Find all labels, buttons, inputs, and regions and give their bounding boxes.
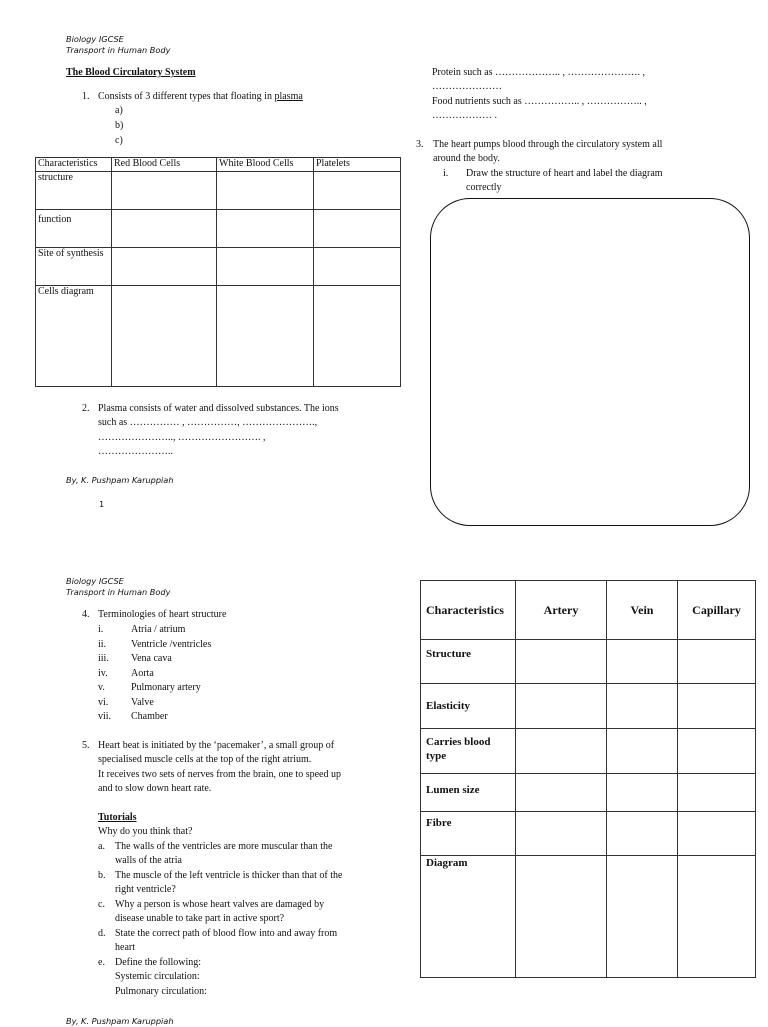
header-topic: Transport in Human Body bbox=[66, 587, 171, 597]
table-row bbox=[421, 684, 756, 729]
answer-cell[interactable] bbox=[607, 812, 678, 856]
row-label: structure bbox=[36, 172, 112, 210]
answer-cell[interactable] bbox=[678, 684, 756, 729]
question-2-line: ………………….., ……………………. , bbox=[98, 432, 266, 443]
question-3-number: 3. bbox=[416, 139, 424, 150]
table-row bbox=[421, 856, 756, 978]
answer-cell[interactable] bbox=[314, 286, 401, 387]
tutorial-number: d. bbox=[98, 928, 106, 939]
question-1-text: Consists of 3 different types that floating in bbox=[98, 91, 275, 102]
tutorials-list bbox=[98, 840, 398, 1000]
row-label: Structure bbox=[421, 640, 516, 684]
answer-cell[interactable] bbox=[678, 812, 756, 856]
terminology-number: ii. bbox=[98, 638, 107, 650]
tutorial-line: Systemic circulation: bbox=[115, 971, 200, 982]
answer-cell[interactable] bbox=[607, 640, 678, 684]
tutorial-line: State the correct path of blood flow into and away from bbox=[115, 928, 338, 939]
answer-cell[interactable] bbox=[516, 774, 607, 812]
table-header-cell: Characteristics bbox=[421, 581, 516, 640]
terminology-number: iv. bbox=[98, 667, 108, 679]
header-topic: Transport in Human Body bbox=[66, 45, 171, 55]
question-4-number: 4. bbox=[82, 609, 90, 620]
food-nutrients-line: Food nutrients such as …………….. , …………….. , bbox=[432, 96, 647, 107]
tutorial-line: Define the following: bbox=[115, 957, 202, 968]
question-3-sub-line: Draw the structure of heart and label the diagram bbox=[466, 168, 663, 179]
table-header-cell: White Blood Cells bbox=[217, 158, 314, 172]
tutorials-heading: Tutorials bbox=[98, 812, 137, 823]
question-2-number: 2. bbox=[82, 403, 90, 414]
header-subject: Biology IGCSE bbox=[66, 34, 124, 44]
protein-line: Protein such as ……………….. , …………………. , bbox=[432, 67, 646, 78]
question-5-line: and to slow down heart rate. bbox=[98, 783, 212, 794]
tutorial-line: Why a person is whose heart valves are damaged by bbox=[115, 899, 325, 910]
question-1-keyword: plasma bbox=[274, 91, 303, 102]
terminology-number: vi. bbox=[98, 696, 109, 708]
tutorial-line: Pulmonary circulation: bbox=[115, 986, 207, 997]
tutorial-line: disease unable to take part in active sport? bbox=[115, 913, 285, 924]
row-label: Site of synthesis bbox=[36, 248, 112, 286]
answer-cell[interactable] bbox=[516, 856, 607, 978]
terminology-item: Chamber bbox=[131, 711, 168, 722]
answer-cell[interactable] bbox=[217, 172, 314, 210]
question-2-line: such as …………… , ……………, …………………., bbox=[98, 417, 318, 428]
tutorials-intro: Why do you think that? bbox=[98, 826, 193, 837]
answer-cell[interactable] bbox=[314, 210, 401, 248]
table-row bbox=[36, 210, 401, 248]
page-number: 1 bbox=[99, 499, 105, 509]
row-label: Carries blood type bbox=[421, 729, 516, 774]
header-subject: Biology IGCSE bbox=[66, 576, 124, 586]
answer-cell[interactable] bbox=[112, 248, 217, 286]
option-a: a) bbox=[115, 105, 123, 116]
answer-cell[interactable] bbox=[607, 856, 678, 978]
row-label: Elasticity bbox=[421, 684, 516, 729]
answer-cell[interactable] bbox=[607, 684, 678, 729]
answer-cell[interactable] bbox=[217, 248, 314, 286]
answer-cell[interactable] bbox=[678, 640, 756, 684]
option-c: c) bbox=[115, 135, 123, 146]
terminology-item: Pulmonary artery bbox=[131, 682, 201, 693]
answer-cell[interactable] bbox=[607, 774, 678, 812]
question-4-title: Terminologies of heart structure bbox=[98, 609, 227, 620]
answer-cell[interactable] bbox=[112, 286, 217, 387]
tutorial-line: right ventricle? bbox=[115, 884, 176, 895]
table-row bbox=[421, 640, 756, 684]
question-3-line: around the body. bbox=[433, 153, 500, 164]
table-header-row bbox=[421, 581, 756, 640]
row-label: function bbox=[36, 210, 112, 248]
tutorial-number: b. bbox=[98, 870, 106, 881]
question-5-line: It receives two sets of nerves from the brain, one to speed up bbox=[98, 769, 341, 780]
table-header-cell: Artery bbox=[516, 581, 607, 640]
footer-author: By, K. Pushpam Karuppiah bbox=[66, 475, 174, 485]
tutorial-line: walls of the atria bbox=[115, 855, 182, 866]
terminology-item: Ventricle /ventricles bbox=[131, 638, 212, 650]
question-2-line: Plasma consists of water and dissolved substances. The ions bbox=[98, 403, 339, 414]
row-label: Cells diagram bbox=[36, 286, 112, 387]
terminology-item: Vena cava bbox=[131, 653, 172, 664]
terminology-item: Valve bbox=[131, 696, 154, 708]
answer-cell[interactable] bbox=[607, 729, 678, 774]
question-4 bbox=[82, 608, 382, 728]
answer-cell[interactable] bbox=[314, 172, 401, 210]
terminology-number: i. bbox=[98, 624, 104, 635]
food-nutrients-line-cont: ……………… . bbox=[432, 110, 497, 121]
answer-cell[interactable] bbox=[112, 172, 217, 210]
terminology-number: vii. bbox=[98, 711, 112, 722]
terminology-number: iii. bbox=[98, 653, 109, 664]
blood-cells-table bbox=[35, 157, 401, 387]
terminology-item: Atria / atrium bbox=[131, 624, 186, 635]
answer-cell[interactable] bbox=[217, 286, 314, 387]
question-2 bbox=[82, 402, 402, 462]
tutorial-number: e. bbox=[98, 957, 105, 968]
heart-drawing-box[interactable] bbox=[430, 198, 750, 526]
question-1 bbox=[82, 90, 382, 105]
question-5-line: specialised muscle cells at the top of the right atrium. bbox=[98, 754, 312, 765]
answer-cell[interactable] bbox=[516, 684, 607, 729]
tutorial-number: a. bbox=[98, 841, 105, 852]
table-header-cell: Platelets bbox=[314, 158, 401, 172]
table-header-cell: Characteristics bbox=[36, 158, 112, 172]
answer-cell[interactable] bbox=[314, 248, 401, 286]
answer-cell[interactable] bbox=[678, 774, 756, 812]
tutorial-line: The walls of the ventricles are more muscular than the bbox=[115, 841, 333, 852]
option-b: b) bbox=[115, 120, 124, 131]
question-5-line: Heart beat is initiated by the ‘pacemaker’, a small group of bbox=[98, 740, 335, 751]
question-2-line: ………………….. bbox=[98, 446, 173, 457]
row-label: Lumen size bbox=[421, 774, 516, 812]
table-row bbox=[421, 812, 756, 856]
question-1-number: 1. bbox=[82, 91, 90, 102]
answer-cell[interactable] bbox=[516, 729, 607, 774]
footer-author: By, K. Pushpam Karuppiah bbox=[66, 1016, 174, 1026]
question-5 bbox=[82, 739, 382, 799]
answer-cell[interactable] bbox=[678, 729, 756, 774]
terminology-number: v. bbox=[98, 682, 105, 693]
table-header-cell: Red Blood Cells bbox=[112, 158, 217, 172]
answer-cell[interactable] bbox=[217, 210, 314, 248]
terminology-item: Aorta bbox=[131, 667, 154, 679]
question-3-line: The heart pumps blood through the circulatory system all bbox=[433, 139, 663, 150]
table-row bbox=[421, 729, 756, 774]
row-label: Diagram bbox=[421, 856, 516, 978]
question-3-sub-number: i. bbox=[443, 168, 449, 179]
answer-cell[interactable] bbox=[516, 812, 607, 856]
table-row bbox=[421, 774, 756, 812]
table-row bbox=[36, 286, 401, 387]
tutorial-line: heart bbox=[115, 942, 135, 953]
table-row bbox=[36, 172, 401, 210]
section-title: The Blood Circulatory System bbox=[66, 67, 196, 78]
answer-cell[interactable] bbox=[516, 640, 607, 684]
row-label: Fibre bbox=[421, 812, 516, 856]
table-row bbox=[36, 248, 401, 286]
tutorial-line: The muscle of the left ventricle is thicker than that of the bbox=[115, 870, 343, 881]
table-header-cell: Capillary bbox=[678, 581, 756, 640]
answer-cell[interactable] bbox=[678, 856, 756, 978]
answer-cell[interactable] bbox=[112, 210, 217, 248]
protein-line-cont: ………………… bbox=[432, 81, 502, 92]
table-header-cell: Vein bbox=[607, 581, 678, 640]
question-3 bbox=[416, 138, 736, 196]
question-3-sub-line: correctly bbox=[466, 182, 502, 193]
tutorial-number: c. bbox=[98, 899, 105, 910]
question-5-number: 5. bbox=[82, 740, 90, 751]
blood-vessels-table bbox=[420, 580, 756, 978]
table-header-row bbox=[36, 158, 401, 172]
